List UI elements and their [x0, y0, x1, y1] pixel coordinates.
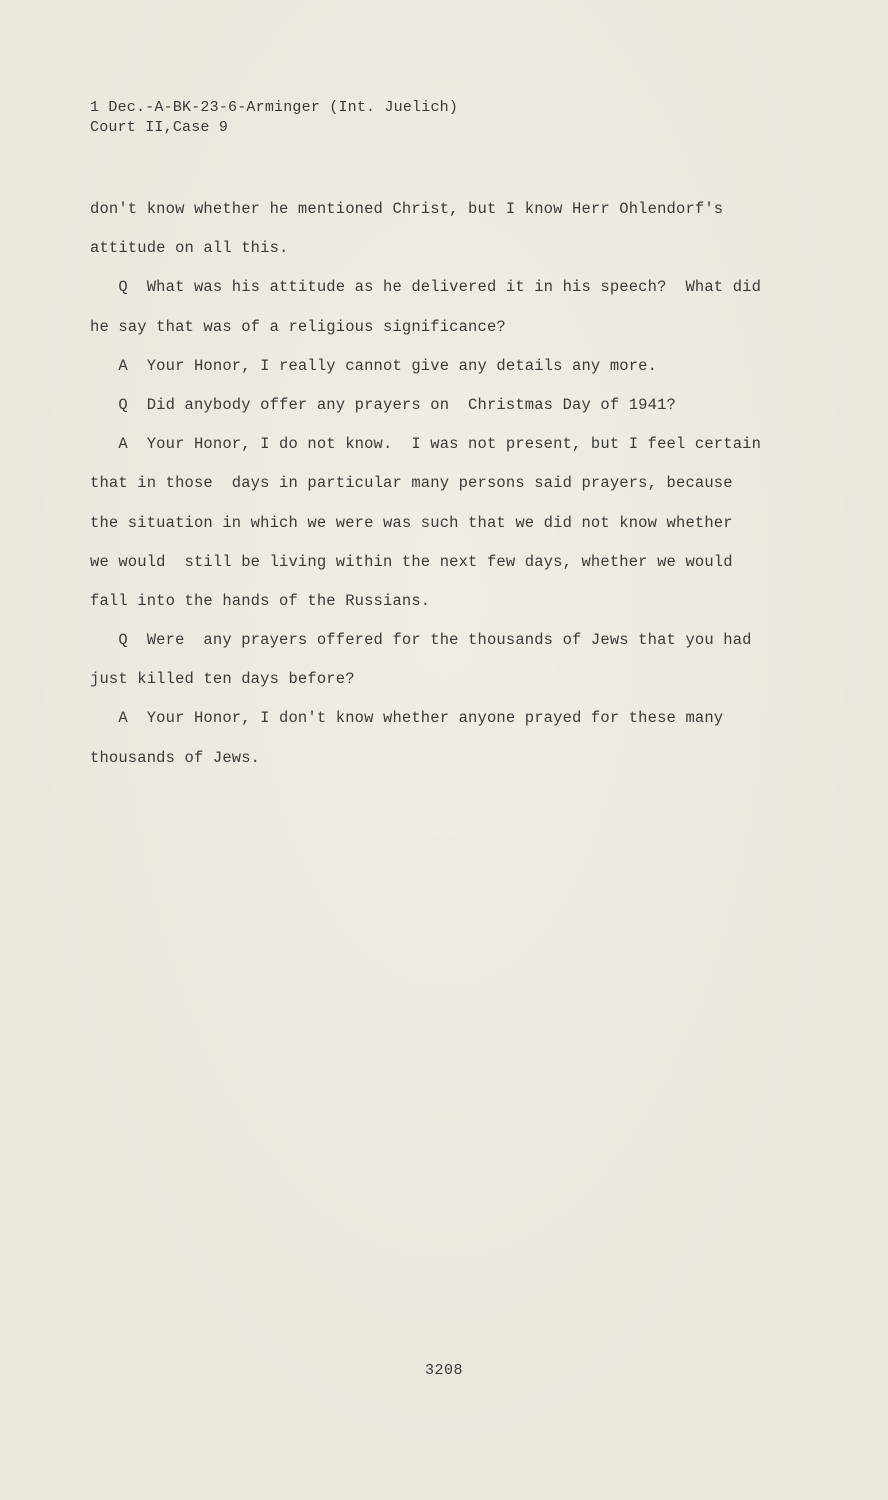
document-header	[90, 98, 458, 138]
transcript-line: fall into the hands of the Russians.	[90, 591, 431, 610]
page-number: 3208	[424, 1362, 463, 1379]
transcript-line: he say that was of a religious significance?	[90, 317, 506, 336]
transcript-line: Q Did anybody offer any prayers on Christmas Day of 1941?	[90, 395, 676, 414]
transcript-body	[90, 190, 780, 778]
transcript-line: thousands of Jews.	[90, 748, 261, 767]
header-line-1: 1 Dec.-A-BK-23-6-Arminger (Int. Juelich)	[90, 99, 459, 116]
transcript-line: A Your Honor, I do not know. I was not present, but I feel certain	[90, 435, 762, 454]
transcript-line: Q What was his attitude as he delivered it in his speech? What did	[90, 278, 762, 297]
transcript-line: A Your Honor, I don't know whether anyone prayed for these many	[90, 709, 724, 728]
transcript-line: just killed ten days before?	[90, 670, 355, 689]
header-line-2: Court II,Case 9	[90, 119, 229, 136]
transcript-line: attitude on all this.	[90, 239, 289, 258]
transcript-line: that in those days in particular many persons said prayers, because	[90, 474, 733, 493]
transcript-line: Q Were any prayers offered for the thousands of Jews that you had	[90, 631, 752, 650]
transcript-line: A Your Honor, I really cannot give any details any more.	[90, 356, 658, 375]
transcript-line: don't know whether he mentioned Christ, but I know Herr Ohlendorf's	[90, 200, 724, 218]
transcript-line: the situation in which we were was such that we did not know whether	[90, 513, 733, 532]
transcript-line: we would still be living within the next few days, whether we would	[90, 552, 733, 571]
